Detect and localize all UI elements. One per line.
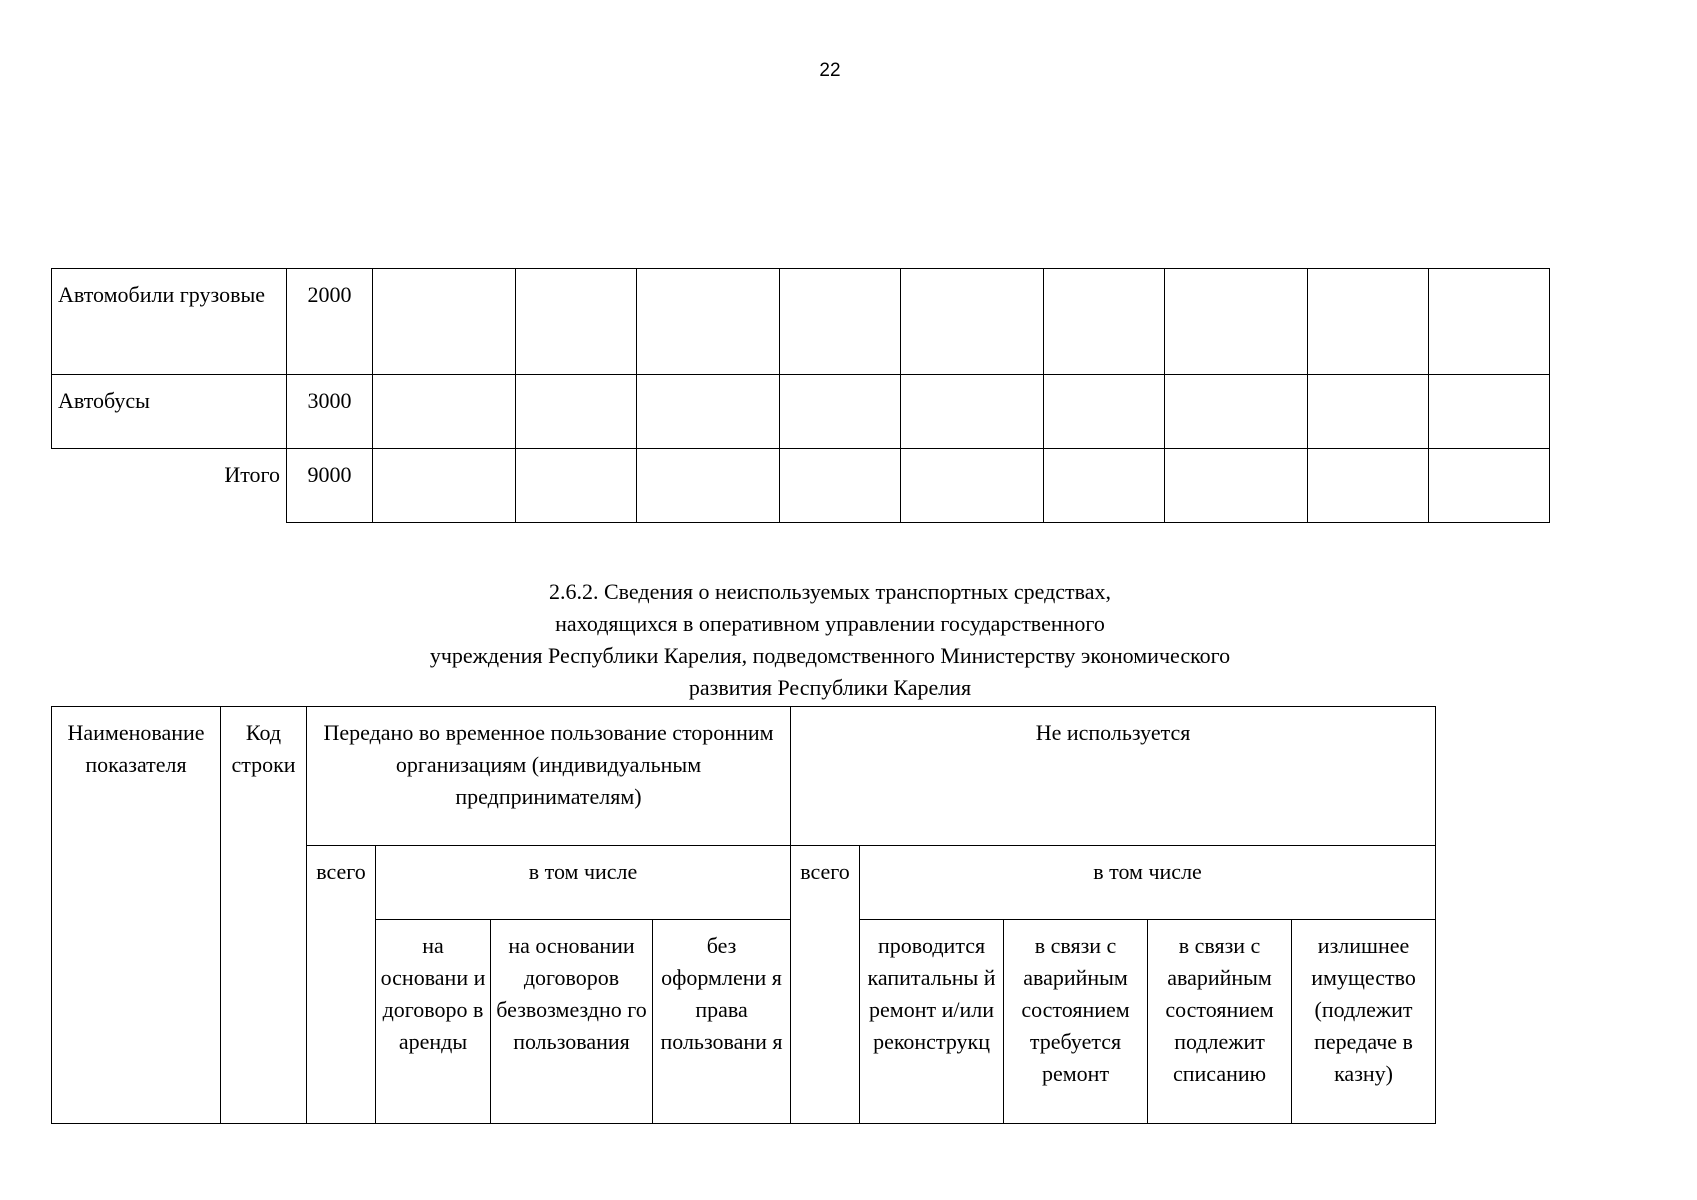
empty-cell — [780, 449, 901, 523]
header-write-off: в связи с аварийным состоянием подлежит списанию — [1148, 920, 1292, 1124]
table-row — [52, 375, 1550, 449]
header-unused-total: всего — [791, 846, 860, 1124]
empty-cell — [637, 449, 780, 523]
empty-cell — [1429, 269, 1550, 375]
vehicles-table-continuation — [51, 268, 1550, 523]
empty-cell — [901, 449, 1044, 523]
header-transferred: Передано во временное пользование сторонним организациям (индивидуальным предпринимателям) — [307, 707, 791, 846]
heading-line: учреждения Республики Карелия, подведомственного Министерству экономического — [429, 643, 1231, 668]
heading-line: 2.6.2. Сведения о неиспользуемых транспортных средствах, — [548, 579, 1112, 604]
empty-cell — [516, 375, 637, 449]
empty-cell — [780, 269, 901, 375]
empty-cell — [373, 449, 516, 523]
empty-cell — [901, 375, 1044, 449]
page-number: 22 — [819, 60, 841, 81]
empty-cell — [1308, 375, 1429, 449]
header-no-contract: без оформлени я права пользовани я — [653, 920, 791, 1124]
empty-cell — [1308, 449, 1429, 523]
total-code-cell: 9000 — [287, 449, 373, 523]
header-needs-repair: в связи с аварийным состоянием требуется ремонт — [1004, 920, 1148, 1124]
empty-cell — [1429, 375, 1550, 449]
row-code-cell: 2000 — [287, 269, 373, 375]
empty-cell — [780, 375, 901, 449]
header-row — [52, 707, 1436, 846]
header-transferred-total: всего — [307, 846, 376, 1124]
empty-cell — [1165, 449, 1308, 523]
empty-cell — [1429, 449, 1550, 523]
total-label: Итого — [52, 449, 287, 523]
empty-cell — [1308, 269, 1429, 375]
header-unused-including: в том числе — [860, 846, 1436, 920]
empty-cell — [1044, 269, 1165, 375]
section-heading — [0, 576, 1660, 704]
table-row — [52, 269, 1550, 375]
empty-cell — [516, 269, 637, 375]
empty-cell — [637, 269, 780, 375]
row-name-cell: Автомобили грузовые — [52, 269, 287, 375]
empty-cell — [901, 269, 1044, 375]
header-surplus: излишнее имущество (подлежит передаче в казну) — [1292, 920, 1436, 1124]
header-code: Код строки — [221, 707, 307, 1124]
unused-vehicles-table — [51, 706, 1436, 1124]
header-free-use: на основании договоров безвозмездно го пользования — [491, 920, 653, 1124]
header-transferred-including: в том числе — [376, 846, 791, 920]
empty-cell — [1165, 269, 1308, 375]
total-row — [52, 449, 1550, 523]
empty-cell — [1044, 449, 1165, 523]
heading-line: находящихся в оперативном управлении государственного — [555, 611, 1105, 636]
header-capital-repair: проводится капитальны й ремонт и/или реконструкц — [860, 920, 1004, 1124]
empty-cell — [1044, 375, 1165, 449]
row-code-cell: 3000 — [287, 375, 373, 449]
heading-line: развития Республики Карелия — [688, 675, 972, 700]
header-lease: на основани и договоро в аренды — [376, 920, 491, 1124]
header-unused: Не используется — [791, 707, 1436, 846]
empty-cell — [373, 375, 516, 449]
empty-cell — [516, 449, 637, 523]
header-name: Наименование показателя — [52, 707, 221, 1124]
row-name-cell: Автобусы — [52, 375, 287, 449]
empty-cell — [1165, 375, 1308, 449]
empty-cell — [373, 269, 516, 375]
empty-cell — [637, 375, 780, 449]
